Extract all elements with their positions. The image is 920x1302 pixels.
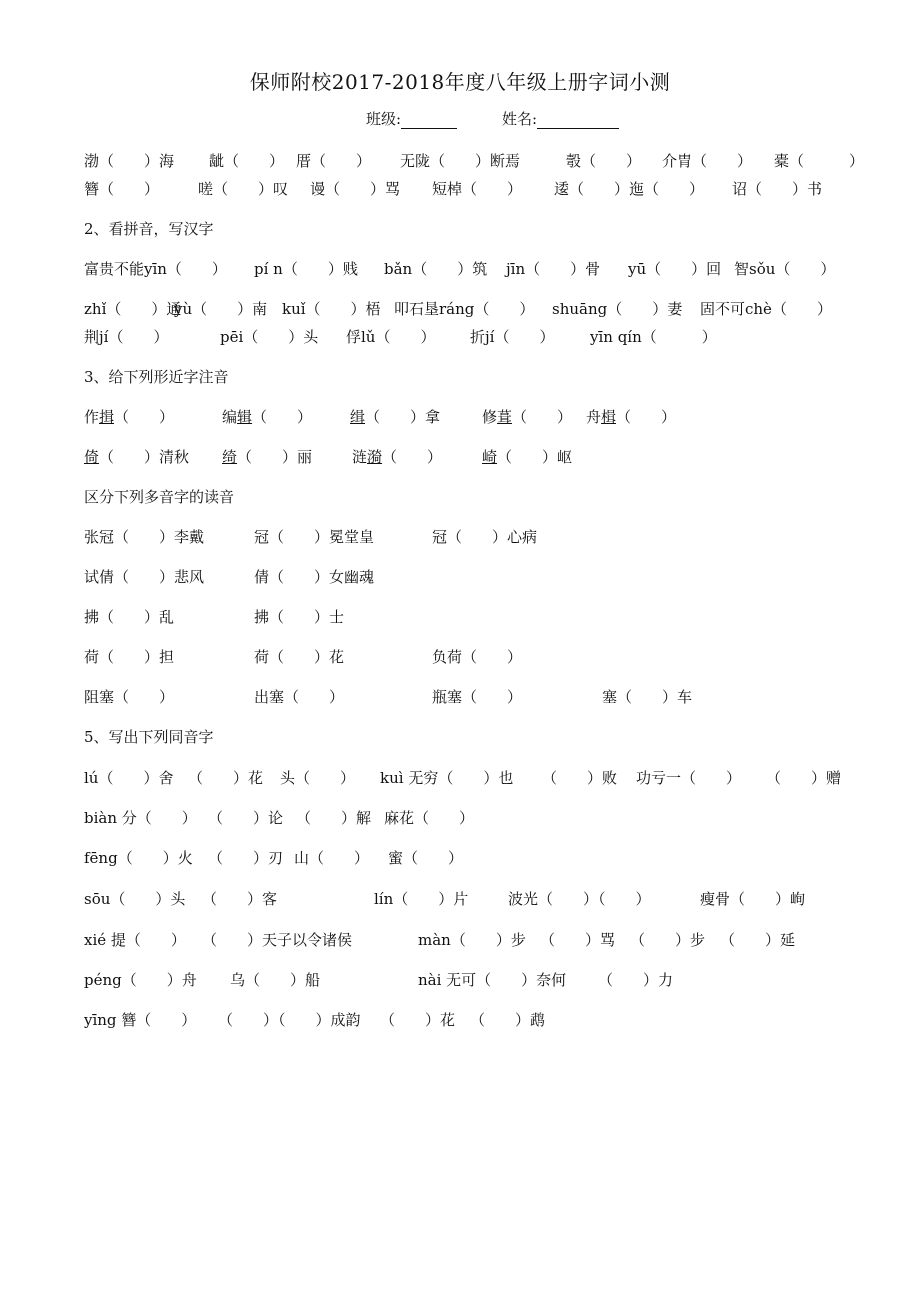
list-item: 出塞（ ） [254,688,345,706]
list-item: （ ）天子以令诸侯 [202,931,353,949]
list-item: pēi（ ）头 [220,328,319,346]
list-item: 编辑（ ） [222,408,313,426]
list-item: （ ）花 [380,1011,456,1029]
list-item: （ ）败 [542,769,618,787]
list-item: 倚（ ）清秋 [84,448,190,466]
section-2-heading: 2、看拼音，写汉字 [84,220,214,238]
list-item: 塞（ ）车 [602,688,693,706]
s4-row2 [84,566,884,588]
list-item: 橐（ ） [774,152,865,170]
class-blank[interactable] [401,111,457,129]
list-item: bǎn（ ）筑 [384,260,488,278]
list-item: 渤（ ）海 [84,152,175,170]
list-item: 冠（ ）心病 [432,528,538,546]
list-item: 蜜（ ） [388,849,464,867]
s4-row5 [84,686,884,708]
list-item: （ ）赠 [766,769,842,787]
list-item: péng（ ）舟 [84,971,197,989]
s2-row2 [84,298,884,320]
list-item: 头（ ） [280,769,356,787]
list-item: 俘lǔ（ ） [346,328,436,346]
list-item: yīng 簪（ ） [84,1011,197,1029]
section-4-heading: 区分下列多音字的读音 [84,488,235,506]
list-item: 拂（ ）乱 [84,608,175,626]
list-item: 张冠（ ）李戴 [84,528,205,546]
name-field [502,108,619,129]
list-item: 固不可chè（ ） [700,300,832,318]
list-item: kuǐ（ ）梧 [282,300,381,318]
list-item: 修葺（ ） [482,408,573,426]
s4-row3 [84,606,884,628]
s4-row4 [84,646,884,668]
list-item: （ ）骂 [540,931,616,949]
list-item: yīn qín（ ） [590,328,717,346]
section-5-heading: 5、写出下列同音字 [84,728,214,746]
list-item: 崎（ ）岖 [482,448,573,466]
list-item: （ ）鹉 [470,1011,546,1029]
s5-row1 [84,767,884,789]
list-item: shuāng（ ）妻 [552,300,683,318]
list-item: 折jí（ ） [470,328,555,346]
s3-row1 [84,406,884,428]
list-item: zhǐ（ ）通 [84,300,182,318]
s5-row4 [84,888,884,910]
list-item: 龇（ ） [209,152,285,170]
list-item: （ ）解 [296,809,372,827]
list-item: 短棹（ ） [432,180,523,198]
list-item: （ ）花 [188,769,264,787]
list-item: sōu（ ）头 [84,890,186,908]
list-item: （ ）步 [630,931,706,949]
class-field [366,108,457,129]
list-item: 缉（ ）拿 [350,408,441,426]
list-item: màn（ ）步 [418,931,526,949]
list-item: lín（ ）片 [374,890,469,908]
list-item: kuì 无穷（ ）也 [380,769,514,787]
list-item: 彀（ ） [566,152,642,170]
list-item: 绮（ ）丽 [222,448,313,466]
class-label: 班级: [366,110,402,128]
list-item: 作揖（ ） [84,408,175,426]
list-item: pí n（ ）贱 [254,260,358,278]
list-item: 舟楫（ ） [586,408,677,426]
list-item: 嗟（ ）叹 [198,180,289,198]
section-3-heading: 3、给下列形近字注音 [84,368,229,386]
s5-row5 [84,929,884,951]
list-item: 山（ ） [294,849,370,867]
s3-row2 [84,446,884,468]
list-item: 波光（ ）（ ） [508,890,651,908]
list-item: 涟漪（ ） [352,448,443,466]
list-item: 谩（ ）骂 [310,180,401,198]
list-item: 簪（ ） [84,180,160,198]
list-item: （ ）客 [202,890,278,908]
list-item: 瘦骨（ ）峋 [700,890,806,908]
list-item: 逶（ ）迤（ ） [554,180,705,198]
s2-row3 [84,326,884,348]
list-item: 试倩（ ）悲风 [84,568,205,586]
list-item: 荷（ ）花 [254,648,345,666]
s4-row1 [84,526,884,548]
list-item: （ ）延 [720,931,796,949]
list-item: nài 无可（ ）奈何 [418,971,567,989]
s1-row1 [84,150,884,172]
list-item: 瓶塞（ ） [432,688,523,706]
list-item: （ ）（ ）成韵 [218,1011,361,1029]
s5-row7 [84,1009,884,1031]
list-item: 麻花（ ） [384,809,475,827]
list-item: lú（ ）舍 [84,769,174,787]
s5-row6 [84,969,884,991]
list-item: xié 提（ ） [84,931,186,949]
s5-row3 [84,847,884,869]
list-item: （ ）论 [208,809,284,827]
list-item: 乌（ ）船 [230,971,321,989]
list-item: 无陇（ ）断焉 [400,152,521,170]
page-title: 保师附校2017-2018年度八年级上册字词小测 [249,70,671,94]
list-item: 功亏一（ ） [636,769,742,787]
list-item: 厝（ ） [296,152,372,170]
list-item: 荷（ ）担 [84,648,175,666]
list-item: fēng（ ）火 [84,849,193,867]
list-item: 拂（ ）士 [254,608,345,626]
list-item: yù（ ）南 [174,300,268,318]
name-label: 姓名: [502,110,538,128]
list-item: 阻塞（ ） [84,688,175,706]
list-item: 富贵不能yīn（ ） [84,260,227,278]
s5-row2 [84,807,884,829]
list-item: （ ）刃 [208,849,284,867]
list-item: yū（ ）回 [628,260,722,278]
s1-row2 [84,178,884,200]
list-item: 荆jí（ ） [84,328,169,346]
list-item: 智sǒu（ ） [734,260,836,278]
list-item: biàn 分（ ） [84,809,197,827]
name-blank[interactable] [537,111,619,129]
list-item: 诏（ ）书 [732,180,823,198]
list-item: 冠（ ）冕堂皇 [254,528,375,546]
list-item: jīn（ ）骨 [506,260,601,278]
list-item: 倩（ ）女幽魂 [254,568,375,586]
list-item: 介胄（ ） [662,152,753,170]
list-item: 叩石垦ráng（ ） [394,300,535,318]
list-item: 负荷（ ） [432,648,523,666]
s2-row1 [84,258,884,280]
list-item: （ ）力 [598,971,674,989]
